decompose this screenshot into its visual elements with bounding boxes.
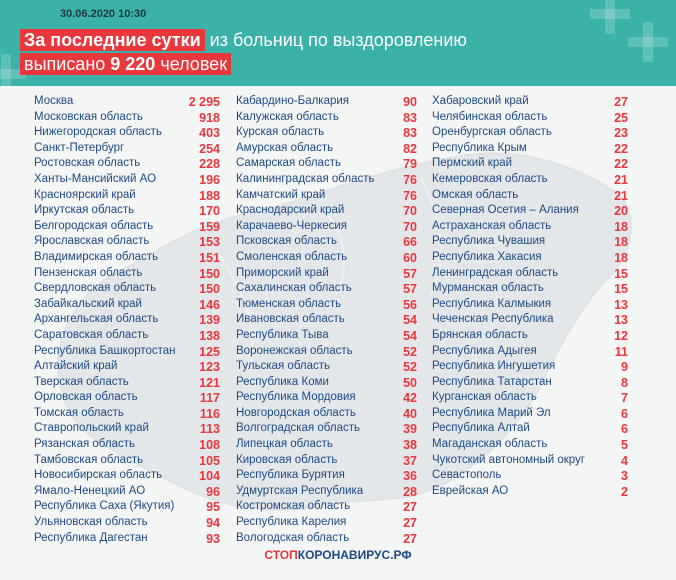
discharged-count: 11 xyxy=(614,344,628,359)
region-name: Новгородская область xyxy=(236,406,356,419)
logo-o-part: О xyxy=(279,548,290,562)
report-date: 30.06.2020 10:30 xyxy=(60,8,147,20)
region-row xyxy=(34,376,220,392)
region-name: Кабардино-Балкария xyxy=(236,95,350,107)
discharged-count: 76 xyxy=(403,188,417,203)
discharged-count: 82 xyxy=(403,141,417,156)
discharged-count: 6 xyxy=(621,406,628,421)
region-name: Астраханская область xyxy=(432,219,552,232)
region-name: Калининградская область xyxy=(236,172,375,185)
region-row xyxy=(432,485,628,501)
discharged-count: 3 xyxy=(621,469,628,484)
region-row xyxy=(236,407,417,423)
region-row xyxy=(432,95,628,111)
region-name: Карачаево-Черкесия xyxy=(236,219,348,232)
region-row xyxy=(432,376,628,392)
discharged-count: 8 xyxy=(621,375,628,390)
region-row xyxy=(236,422,417,438)
region-row xyxy=(236,360,417,376)
region-name: Республика Саха (Якутия) xyxy=(34,500,175,513)
region-row xyxy=(34,360,220,376)
region-row xyxy=(432,126,628,142)
discharged-count: 6 xyxy=(621,422,628,437)
discharged-count: 12 xyxy=(614,328,628,343)
region-row xyxy=(236,469,417,485)
region-row xyxy=(34,111,220,127)
discharged-count: 60 xyxy=(403,250,417,265)
region-row xyxy=(432,407,628,423)
region-name: Приморский край xyxy=(236,266,329,279)
region-row xyxy=(236,376,417,392)
plus-decoration-icon xyxy=(590,0,630,34)
discharged-count: 50 xyxy=(403,375,417,390)
discharged-count: 121 xyxy=(199,375,220,390)
region-name: Волгоградская область xyxy=(236,422,360,435)
region-row xyxy=(432,438,628,454)
region-row xyxy=(236,142,417,158)
region-row xyxy=(432,345,628,361)
region-row xyxy=(236,345,417,361)
discharged-count: 15 xyxy=(614,282,628,297)
region-row xyxy=(432,220,628,236)
discharged-count: 113 xyxy=(199,422,220,437)
discharged-count: 254 xyxy=(199,141,220,156)
region-row xyxy=(432,454,628,470)
discharged-count: 37 xyxy=(403,453,417,468)
discharged-count: 13 xyxy=(614,313,628,328)
region-name: Липецкая область xyxy=(236,438,333,451)
region-row xyxy=(236,454,417,470)
discharged-count: 117 xyxy=(199,391,220,406)
region-row xyxy=(432,469,628,485)
region-name: Смоленская область xyxy=(236,250,348,263)
region-name: Ленинградская область xyxy=(432,266,559,279)
discharged-count: 188 xyxy=(199,188,220,203)
region-row xyxy=(236,391,417,407)
region-name: Свердловская область xyxy=(34,282,157,295)
region-row xyxy=(432,173,628,189)
region-row xyxy=(34,532,220,548)
region-row xyxy=(236,329,417,345)
region-row xyxy=(34,126,220,142)
region-row xyxy=(34,422,220,438)
region-row xyxy=(34,95,220,111)
region-name: Нижегородская область xyxy=(34,126,162,139)
discharged-count: 153 xyxy=(199,235,220,250)
region-name: Амурская область xyxy=(236,141,334,154)
region-name: Камчатский край xyxy=(236,188,326,201)
region-row xyxy=(432,313,628,329)
region-name: Республика Крым xyxy=(432,141,527,154)
discharged-count: 108 xyxy=(199,438,220,453)
discharged-count: 38 xyxy=(403,438,417,453)
region-name: Владимирская область xyxy=(34,250,159,263)
region-name: Тульская область xyxy=(236,360,331,373)
discharged-count: 95 xyxy=(206,500,220,515)
region-row xyxy=(236,251,417,267)
discharged-count: 20 xyxy=(614,204,628,219)
region-name: Республика Башкортостан xyxy=(34,344,176,357)
discharged-count: 42 xyxy=(403,391,417,406)
discharged-count: 403 xyxy=(199,126,220,141)
region-name: Сахалинская область xyxy=(236,282,352,295)
discharged-count: 15 xyxy=(614,266,628,281)
region-name: Иркутская область xyxy=(34,204,135,217)
discharged-count: 52 xyxy=(403,360,417,375)
region-name: Северная Осетия – Алания xyxy=(432,204,579,217)
discharged-count: 27 xyxy=(614,95,628,109)
region-row xyxy=(432,189,628,205)
discharged-count: 18 xyxy=(614,250,628,265)
region-name: Республика Адыгея xyxy=(432,344,537,357)
region-row xyxy=(432,329,628,345)
discharged-count: 9 xyxy=(621,360,628,375)
discharged-count: 138 xyxy=(199,328,220,343)
headline-line-1 xyxy=(20,29,467,51)
region-row xyxy=(236,267,417,283)
region-row xyxy=(34,454,220,470)
region-name: Республика Тыва xyxy=(236,328,329,341)
region-row xyxy=(34,313,220,329)
region-name: Алтайский край xyxy=(34,360,118,373)
discharged-count: 66 xyxy=(403,235,417,250)
discharged-count: 125 xyxy=(199,344,220,359)
region-name: Ставропольский край xyxy=(34,422,149,435)
discharged-count: 150 xyxy=(199,282,220,297)
region-name: Кемеровская область xyxy=(432,172,548,185)
region-name: Республика Татарстан xyxy=(432,375,552,388)
discharged-count: 27 xyxy=(403,500,417,515)
discharged-count: 116 xyxy=(199,406,220,421)
discharged-count: 123 xyxy=(199,360,220,375)
region-name: Костромская область xyxy=(236,500,351,513)
discharged-count: 57 xyxy=(403,282,417,297)
discharged-count: 56 xyxy=(403,297,417,312)
region-name: Республика Калмыкия xyxy=(432,297,552,310)
region-name: Томская область xyxy=(34,406,124,419)
region-name: Омская область xyxy=(432,188,519,201)
discharged-count: 21 xyxy=(614,172,628,187)
region-row xyxy=(34,235,220,251)
region-row xyxy=(432,111,628,127)
discharged-count: 27 xyxy=(403,531,417,546)
region-row xyxy=(432,157,628,173)
region-name: Чеченская Республика xyxy=(432,313,554,326)
region-row xyxy=(432,267,628,283)
footer-logo xyxy=(0,548,676,562)
discharged-count: 2 xyxy=(621,484,628,499)
discharged-count: 159 xyxy=(199,219,220,234)
region-row xyxy=(236,485,417,501)
region-name: Саратовская область xyxy=(34,328,149,341)
region-row xyxy=(432,298,628,314)
logo-stop-part: СТ xyxy=(264,548,280,562)
region-row xyxy=(34,329,220,345)
region-name: Ивановская область xyxy=(236,313,345,326)
region-name: Магаданская область xyxy=(432,438,548,451)
headline-prefix: выписано xyxy=(24,54,111,74)
region-name: Республика Дагестан xyxy=(34,531,148,544)
region-name: Ханты-Мансийский АО xyxy=(34,172,157,185)
regions-column-2 xyxy=(236,95,417,547)
discharged-count: 57 xyxy=(403,266,417,281)
region-row xyxy=(34,282,220,298)
region-name: Архангельская область xyxy=(34,313,159,326)
region-name: Брянская область xyxy=(432,328,528,341)
discharged-count: 52 xyxy=(403,344,417,359)
discharged-count: 76 xyxy=(403,172,417,187)
region-name: Вологодская область xyxy=(236,531,350,544)
discharged-count: 28 xyxy=(403,484,417,499)
discharged-count: 94 xyxy=(206,516,220,531)
discharged-count: 83 xyxy=(403,110,417,125)
region-name: Калужская область xyxy=(236,110,339,123)
region-name: Белгородская область xyxy=(34,219,154,232)
region-name: Воронежская область xyxy=(236,344,353,357)
region-row xyxy=(236,235,417,251)
region-row xyxy=(432,251,628,267)
region-name: Рязанская область xyxy=(34,438,135,451)
region-name: Еврейская АО xyxy=(432,484,509,497)
discharged-total: 9 220 xyxy=(110,54,156,74)
region-name: Республика Мордовия xyxy=(236,391,356,404)
region-name: Хабаровский край xyxy=(432,95,529,107)
region-name: Оренбургская область xyxy=(432,126,552,139)
region-row xyxy=(236,220,417,236)
region-row xyxy=(236,173,417,189)
region-row xyxy=(34,298,220,314)
logo-site-name: КОРОНАВИРУС.РФ xyxy=(297,548,412,562)
discharged-count: 105 xyxy=(199,453,220,468)
header-banner xyxy=(0,0,676,86)
region-name: Москва xyxy=(34,95,74,107)
headline-line-2-box xyxy=(20,53,231,75)
region-row xyxy=(236,111,417,127)
headline-line-2 xyxy=(20,53,231,75)
region-row xyxy=(236,204,417,220)
discharged-count: 18 xyxy=(614,235,628,250)
region-row xyxy=(236,95,417,111)
region-row xyxy=(34,391,220,407)
discharged-count: 7 xyxy=(621,391,628,406)
region-name: Ярославская область xyxy=(34,235,150,248)
region-name: Самарская область xyxy=(236,157,341,170)
region-name: Московская область xyxy=(34,110,143,123)
discharged-count: 25 xyxy=(614,110,628,125)
region-name: Краснодарский край xyxy=(236,204,345,217)
regions-column-1 xyxy=(34,95,220,547)
region-name: Псковская область xyxy=(236,235,337,248)
region-row xyxy=(34,500,220,516)
region-row xyxy=(236,189,417,205)
region-row xyxy=(236,298,417,314)
region-name: Орловская область xyxy=(34,391,138,404)
region-name: Ульяновская область xyxy=(34,516,148,529)
discharged-count: 36 xyxy=(403,469,417,484)
region-row xyxy=(236,438,417,454)
logo-p-part: П xyxy=(289,548,298,562)
region-row xyxy=(432,282,628,298)
region-row xyxy=(236,282,417,298)
discharged-count: 170 xyxy=(199,204,220,219)
discharged-count: 70 xyxy=(403,219,417,234)
discharged-count: 23 xyxy=(614,126,628,141)
region-name: Забайкальский край xyxy=(34,297,142,310)
region-name: Республика Чувашия xyxy=(432,235,546,248)
region-row xyxy=(34,204,220,220)
region-name: Тверская область xyxy=(34,375,129,388)
plus-decoration-icon xyxy=(628,22,668,62)
region-name: Кировская область xyxy=(236,453,338,466)
region-row xyxy=(34,251,220,267)
region-name: Санкт-Петербург xyxy=(34,141,125,154)
region-row xyxy=(432,422,628,438)
discharged-count: 151 xyxy=(199,250,220,265)
region-row xyxy=(236,313,417,329)
region-row xyxy=(34,189,220,205)
discharged-count: 18 xyxy=(614,219,628,234)
discharged-count: 22 xyxy=(614,141,628,156)
discharged-count: 5 xyxy=(621,438,628,453)
region-name: Тамбовская область xyxy=(34,453,144,466)
region-row xyxy=(34,173,220,189)
region-row xyxy=(34,516,220,532)
discharged-count: 39 xyxy=(403,422,417,437)
region-name: Челябинская область xyxy=(432,110,548,123)
region-row xyxy=(34,407,220,423)
discharged-count: 21 xyxy=(614,188,628,203)
region-row xyxy=(236,516,417,532)
region-name: Севастополь xyxy=(432,469,502,482)
region-row xyxy=(34,267,220,283)
region-name: Республика Алтай xyxy=(432,422,530,435)
discharged-count: 54 xyxy=(403,313,417,328)
region-name: Курская область xyxy=(236,126,325,139)
discharged-count: 150 xyxy=(199,266,220,281)
discharged-count: 70 xyxy=(403,204,417,219)
region-name: Республика Ингушетия xyxy=(432,360,556,373)
region-row xyxy=(34,485,220,501)
region-row xyxy=(34,345,220,361)
discharged-count: 104 xyxy=(199,469,220,484)
region-name: Республика Хакасия xyxy=(432,250,542,263)
discharged-count: 22 xyxy=(614,157,628,172)
regions-column-3 xyxy=(432,95,628,500)
discharged-count: 90 xyxy=(403,95,417,109)
region-row xyxy=(236,126,417,142)
region-row xyxy=(236,500,417,516)
region-name: Республика Марий Эл xyxy=(432,406,551,419)
discharged-count: 27 xyxy=(403,516,417,531)
region-row xyxy=(432,360,628,376)
discharged-count: 918 xyxy=(199,110,220,125)
discharged-count: 13 xyxy=(614,297,628,312)
region-row xyxy=(432,235,628,251)
region-row xyxy=(432,142,628,158)
headline-highlight: За последние сутки xyxy=(20,29,205,51)
discharged-count: 79 xyxy=(403,157,417,172)
region-row xyxy=(34,157,220,173)
headline-suffix: человек xyxy=(155,54,228,74)
region-name: Мурманская область xyxy=(432,282,544,295)
region-name: Пензенская область xyxy=(34,266,143,279)
discharged-count: 93 xyxy=(206,531,220,546)
region-name: Тюменская область xyxy=(236,297,342,310)
region-name: Новосибирская область xyxy=(34,469,163,482)
region-name: Курганская область xyxy=(432,391,537,404)
region-row xyxy=(34,469,220,485)
region-name: Ростовская область xyxy=(34,157,141,170)
region-name: Республика Карелия xyxy=(236,516,347,529)
region-name: Удмуртская Республика xyxy=(236,484,364,497)
region-row xyxy=(34,220,220,236)
region-row xyxy=(34,142,220,158)
discharged-count: 96 xyxy=(206,484,220,499)
discharged-count: 146 xyxy=(199,297,220,312)
region-row xyxy=(432,204,628,220)
region-name: Пермский край xyxy=(432,157,513,170)
region-row xyxy=(432,391,628,407)
region-row xyxy=(236,157,417,173)
headline-text: из больниц по выздоровлению xyxy=(204,30,467,50)
region-name: Республика Бурятия xyxy=(236,469,345,482)
discharged-count: 139 xyxy=(199,313,220,328)
discharged-count: 228 xyxy=(199,157,220,172)
discharged-count: 196 xyxy=(199,172,220,187)
region-row xyxy=(236,532,417,548)
region-name: Красноярский край xyxy=(34,188,136,201)
discharged-count: 83 xyxy=(403,126,417,141)
discharged-count: 4 xyxy=(621,453,628,468)
region-name: Чукотский автономный округ xyxy=(432,453,585,466)
discharged-count: 54 xyxy=(403,328,417,343)
region-name: Ямало-Ненецкий АО xyxy=(34,484,146,497)
region-name: Республика Коми xyxy=(236,375,329,388)
discharged-count: 2 295 xyxy=(188,95,220,109)
region-row xyxy=(34,438,220,454)
discharged-count: 40 xyxy=(403,406,417,421)
